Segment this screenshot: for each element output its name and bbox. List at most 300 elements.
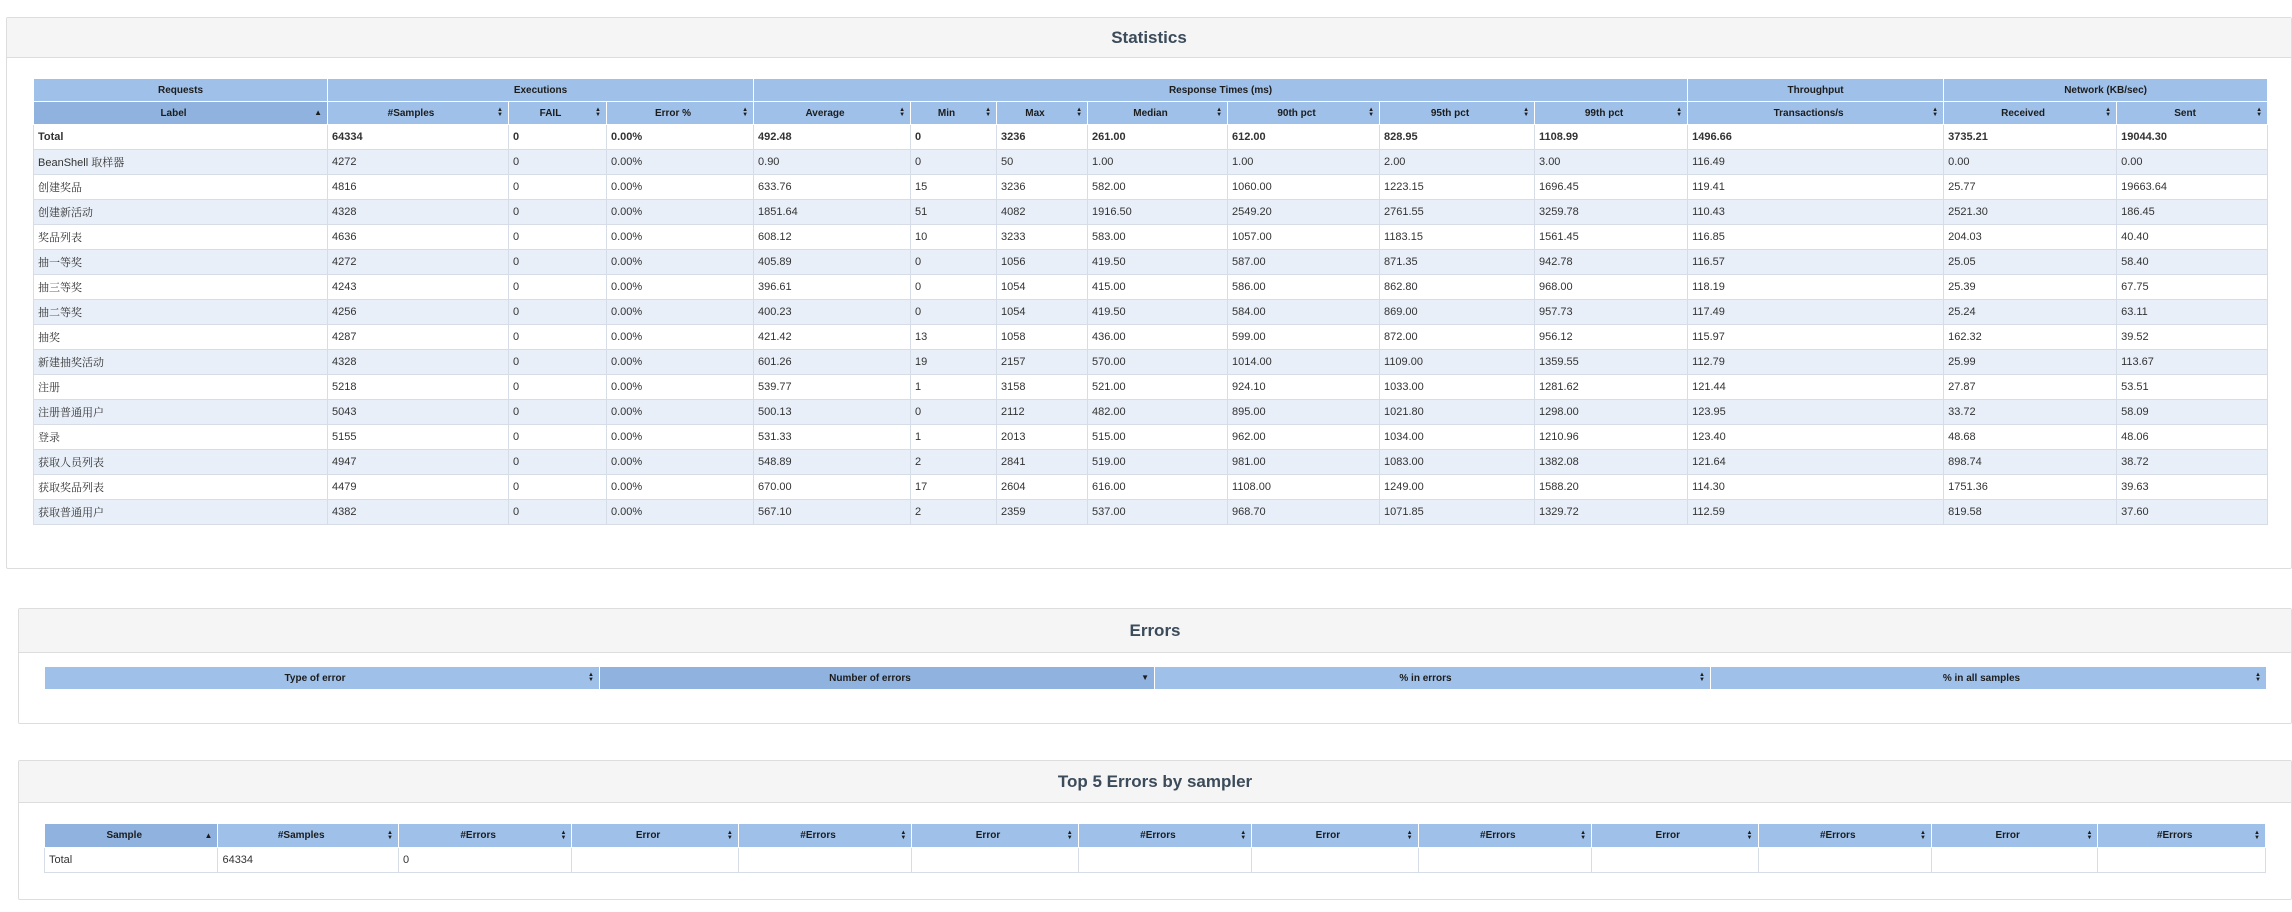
stats-cell-fail: 0	[509, 200, 607, 225]
stats-cell-min: 51	[911, 200, 997, 225]
top5-header-num-errors-2[interactable]	[398, 824, 571, 848]
stats-row	[34, 350, 2268, 375]
stats-cell-99th-pct: 957.73	[1535, 300, 1688, 325]
top5-cell-num-errors	[2098, 848, 2266, 873]
errors-header-number-of-errors-1[interactable]	[600, 667, 1155, 690]
stats-cell-99th-pct: 968.00	[1535, 275, 1688, 300]
stats-cell-min: 0	[911, 300, 997, 325]
stats-cell-num-samples: 5218	[328, 375, 509, 400]
stats-cell-transactions-s: 123.40	[1688, 425, 1944, 450]
stats-cell-fail: 0	[509, 175, 607, 200]
stats-header-median-7[interactable]	[1088, 102, 1228, 125]
stats-cell-95th-pct: 2761.55	[1380, 200, 1535, 225]
stats-cell-average: 670.00	[754, 475, 911, 500]
top5-header-label: #Errors	[1480, 830, 1516, 841]
top5-cell-num-errors	[1078, 848, 1251, 873]
stats-cell-95th-pct: 1183.15	[1380, 225, 1535, 250]
stats-cell-received: 204.03	[1944, 225, 2117, 250]
stats-cell-min: 17	[911, 475, 997, 500]
errors-column-header-row	[45, 667, 2267, 690]
stats-cell-average: 421.42	[754, 325, 911, 350]
stats-cell-sent: 0.00	[2117, 150, 2268, 175]
top5-cell-num-samples: 64334	[218, 848, 398, 873]
stats-cell-95th-pct: 1021.80	[1380, 400, 1535, 425]
stats-cell-error-pct: 0.00%	[607, 300, 754, 325]
stats-cell-transactions-s: 116.85	[1688, 225, 1944, 250]
errors-header-label: % in all samples	[1942, 672, 2021, 684]
stats-cell-95th-pct: 871.35	[1380, 250, 1535, 275]
stats-cell-sent: 63.11	[2117, 300, 2268, 325]
stats-cell-num-samples: 5155	[328, 425, 509, 450]
stats-cell-fail: 0	[509, 425, 607, 450]
stats-cell-num-samples: 5043	[328, 400, 509, 425]
stats-cell-95th-pct: 869.00	[1380, 300, 1535, 325]
stats-cell-transactions-s: 119.41	[1688, 175, 1944, 200]
sort-both-icon: ▲ ▼	[497, 107, 503, 118]
sort-both-icon: ▲ ▼	[2105, 107, 2112, 118]
stats-row	[34, 425, 2268, 450]
top5-header-label: Error	[635, 830, 661, 841]
top5-errors-table	[44, 823, 2266, 873]
errors-panel	[18, 608, 2292, 724]
errors-header-pct-in-errors-2[interactable]	[1155, 667, 1711, 690]
top5-header-label: #Errors	[1819, 830, 1856, 841]
sort-both-icon: ▲ ▼	[985, 107, 992, 118]
stats-header-label: #Samples	[387, 107, 435, 119]
stats-cell-min: 1	[911, 375, 997, 400]
sort-ascending-icon: ▲	[204, 830, 213, 840]
stats-row	[34, 475, 2268, 500]
stats-cell-label: 获取人员列表	[34, 450, 328, 475]
sort-both-icon: ▲ ▼	[1523, 107, 1530, 118]
stats-cell-transactions-s: 117.49	[1688, 300, 1944, 325]
stats-cell-90th-pct: 586.00	[1228, 275, 1380, 300]
top5-cell-error	[572, 848, 738, 873]
stats-header-label: Average	[805, 107, 845, 119]
top5-row	[45, 848, 2266, 873]
stats-cell-error-pct: 0.00%	[607, 250, 754, 275]
statistics-table	[33, 78, 2268, 525]
stats-cell-sent: 39.63	[2117, 475, 2268, 500]
stats-cell-median: 436.00	[1088, 325, 1228, 350]
stats-cell-max: 1054	[997, 300, 1088, 325]
stats-cell-sent: 37.60	[2117, 500, 2268, 525]
stats-header-99th-pct-10[interactable]	[1535, 102, 1688, 125]
stats-cell-sent: 39.52	[2117, 325, 2268, 350]
stats-cell-num-samples: 4328	[328, 350, 509, 375]
sort-both-icon: ▲ ▼	[1920, 829, 1926, 841]
stats-row	[34, 325, 2268, 350]
stats-cell-label: Total	[34, 125, 328, 150]
stats-cell-sent: 40.40	[2117, 225, 2268, 250]
stats-cell-label: 抽二等奖	[34, 300, 328, 325]
stats-cell-transactions-s: 1496.66	[1688, 125, 1944, 150]
stats-cell-99th-pct: 3.00	[1535, 150, 1688, 175]
stats-cell-received: 48.68	[1944, 425, 2117, 450]
stats-cell-transactions-s: 121.64	[1688, 450, 1944, 475]
sort-descending-icon: ▼	[1141, 673, 1149, 682]
stats-cell-label: 注册普通用户	[34, 400, 328, 425]
top5-table-body	[45, 848, 2266, 873]
stats-cell-max: 2841	[997, 450, 1088, 475]
stats-row	[34, 400, 2268, 425]
stats-cell-average: 531.33	[754, 425, 911, 450]
stats-cell-max: 1054	[997, 275, 1088, 300]
stats-cell-min: 0	[911, 400, 997, 425]
errors-header-label: Type of error	[284, 672, 346, 684]
group-header-throughput: Throughput	[1688, 79, 1944, 102]
top5-header-num-errors-12[interactable]	[2098, 824, 2266, 848]
stats-cell-fail: 0	[509, 475, 607, 500]
stats-cell-99th-pct: 956.12	[1535, 325, 1688, 350]
stats-cell-num-samples: 64334	[328, 125, 509, 150]
sort-both-icon: ▲ ▼	[386, 829, 393, 841]
stats-header-label: Transactions/s	[1773, 107, 1844, 119]
statistics-group-header-row	[34, 79, 2268, 102]
stats-cell-median: 261.00	[1088, 125, 1228, 150]
top5-header-label: Error	[1655, 830, 1680, 841]
stats-cell-average: 633.76	[754, 175, 911, 200]
stats-header-label: Received	[2001, 107, 2046, 119]
stats-cell-min: 1	[911, 425, 997, 450]
stats-cell-received: 33.72	[1944, 400, 2117, 425]
stats-cell-received: 25.77	[1944, 175, 2117, 200]
stats-header-num-samples-1[interactable]	[328, 102, 509, 125]
stats-cell-max: 2013	[997, 425, 1088, 450]
stats-cell-num-samples: 4636	[328, 225, 509, 250]
errors-table	[44, 666, 2267, 690]
stats-cell-fail: 0	[509, 225, 607, 250]
stats-cell-90th-pct: 924.10	[1228, 375, 1380, 400]
top5-errors-panel	[18, 760, 2292, 900]
stats-cell-num-samples: 4947	[328, 450, 509, 475]
stats-cell-fail: 0	[509, 400, 607, 425]
stats-cell-99th-pct: 942.78	[1535, 250, 1688, 275]
stats-header-min-5[interactable]	[911, 102, 997, 125]
top5-header-error-11[interactable]	[1931, 824, 2097, 848]
sort-both-icon: ▲ ▼	[588, 672, 594, 683]
stats-cell-99th-pct: 1359.55	[1535, 350, 1688, 375]
stats-cell-sent: 48.06	[2117, 425, 2268, 450]
stats-cell-99th-pct: 1281.62	[1535, 375, 1688, 400]
stats-cell-num-samples: 4287	[328, 325, 509, 350]
stats-cell-num-samples: 4328	[328, 200, 509, 225]
stats-cell-error-pct: 0.00%	[607, 375, 754, 400]
stats-header-error-pct-3[interactable]	[607, 102, 754, 125]
stats-cell-received: 3735.21	[1944, 125, 2117, 150]
stats-cell-median: 419.50	[1088, 300, 1228, 325]
stats-cell-average: 0.90	[754, 150, 911, 175]
stats-cell-min: 2	[911, 450, 997, 475]
stats-cell-sent: 53.51	[2117, 375, 2268, 400]
top5-column-header-row	[45, 824, 2266, 848]
stats-cell-received: 25.24	[1944, 300, 2117, 325]
stats-cell-received: 27.87	[1944, 375, 2117, 400]
stats-cell-sent: 19663.64	[2117, 175, 2268, 200]
stats-cell-min: 2	[911, 500, 997, 525]
stats-cell-sent: 38.72	[2117, 450, 2268, 475]
stats-cell-num-samples: 4272	[328, 150, 509, 175]
statistics-panel	[6, 17, 2292, 569]
stats-cell-90th-pct: 599.00	[1228, 325, 1380, 350]
stats-cell-sent: 113.67	[2117, 350, 2268, 375]
sort-both-icon: ▲ ▼	[2254, 829, 2260, 841]
group-header-requests: Requests	[34, 79, 328, 102]
stats-cell-transactions-s: 121.44	[1688, 375, 1944, 400]
stats-cell-received: 25.99	[1944, 350, 2117, 375]
top5-header-label: Error	[1995, 830, 2020, 841]
stats-cell-num-samples: 4816	[328, 175, 509, 200]
top5-header-num-samples-1[interactable]	[218, 824, 398, 848]
stats-cell-max: 1058	[997, 325, 1088, 350]
stats-cell-90th-pct: 962.00	[1228, 425, 1380, 450]
sort-both-icon: ▲ ▼	[1746, 829, 1753, 841]
top5-header-error-9[interactable]	[1592, 824, 1758, 848]
stats-cell-sent: 58.09	[2117, 400, 2268, 425]
stats-cell-median: 519.00	[1088, 450, 1228, 475]
stats-cell-transactions-s: 114.30	[1688, 475, 1944, 500]
sort-both-icon: ▲ ▼	[595, 107, 601, 118]
stats-cell-fail: 0	[509, 300, 607, 325]
stats-cell-max: 4082	[997, 200, 1088, 225]
stats-cell-max: 1056	[997, 250, 1088, 275]
stats-cell-num-samples: 4382	[328, 500, 509, 525]
stats-cell-median: 419.50	[1088, 250, 1228, 275]
stats-cell-max: 2604	[997, 475, 1088, 500]
stats-cell-min: 0	[911, 250, 997, 275]
stats-cell-average: 400.23	[754, 300, 911, 325]
top5-cell-num-errors: 0	[398, 848, 571, 873]
stats-cell-num-samples: 4272	[328, 250, 509, 275]
stats-cell-average: 548.89	[754, 450, 911, 475]
stats-cell-label: 抽奖	[34, 325, 328, 350]
stats-header-label: Median	[1133, 107, 1168, 119]
stats-cell-average: 539.77	[754, 375, 911, 400]
stats-cell-average: 500.13	[754, 400, 911, 425]
stats-cell-90th-pct: 2549.20	[1228, 200, 1380, 225]
stats-cell-90th-pct: 1060.00	[1228, 175, 1380, 200]
stats-header-average-4[interactable]	[754, 102, 911, 125]
stats-cell-median: 482.00	[1088, 400, 1228, 425]
stats-cell-min: 0	[911, 275, 997, 300]
stats-cell-99th-pct: 1329.72	[1535, 500, 1688, 525]
stats-header-label: Label	[160, 107, 187, 119]
stats-cell-error-pct: 0.00%	[607, 325, 754, 350]
stats-cell-median: 570.00	[1088, 350, 1228, 375]
stats-cell-label: 抽一等奖	[34, 250, 328, 275]
sort-both-icon: ▲ ▼	[2086, 829, 2093, 841]
stats-row	[34, 175, 2268, 200]
top5-header-sample-0[interactable]	[45, 824, 218, 848]
stats-cell-99th-pct: 1588.20	[1535, 475, 1688, 500]
statistics-title: Statistics	[7, 18, 2291, 58]
stats-cell-fail: 0	[509, 125, 607, 150]
stats-cell-median: 537.00	[1088, 500, 1228, 525]
sort-both-icon: ▲ ▼	[1580, 829, 1587, 841]
stats-cell-average: 1851.64	[754, 200, 911, 225]
stats-cell-fail: 0	[509, 150, 607, 175]
stats-cell-error-pct: 0.00%	[607, 475, 754, 500]
stats-cell-max: 3236	[997, 125, 1088, 150]
stats-cell-median: 415.00	[1088, 275, 1228, 300]
stats-cell-median: 583.00	[1088, 225, 1228, 250]
stats-cell-fail: 0	[509, 375, 607, 400]
stats-cell-median: 521.00	[1088, 375, 1228, 400]
top5-header-label: #Errors	[460, 830, 496, 841]
top5-header-label: #Errors	[2156, 830, 2193, 841]
errors-header-pct-in-all-samples-3[interactable]	[1711, 667, 2267, 690]
stats-header-label: Error %	[654, 107, 692, 119]
stats-cell-95th-pct: 828.95	[1380, 125, 1535, 150]
top5-cell-num-errors	[1758, 848, 1931, 873]
stats-header-max-6[interactable]	[997, 102, 1088, 125]
stats-cell-90th-pct: 1108.00	[1228, 475, 1380, 500]
stats-cell-error-pct: 0.00%	[607, 175, 754, 200]
sort-both-icon: ▲ ▼	[2255, 672, 2261, 683]
stats-cell-label: 注册	[34, 375, 328, 400]
sort-both-icon: ▲ ▼	[742, 107, 749, 118]
stats-header-label: 95th pct	[1430, 107, 1470, 119]
stats-cell-95th-pct: 2.00	[1380, 150, 1535, 175]
stats-cell-max: 3236	[997, 175, 1088, 200]
stats-cell-min: 10	[911, 225, 997, 250]
stats-header-label: 99th pct	[1584, 107, 1624, 119]
group-header-network: Network (KB/sec)	[1944, 79, 2268, 102]
stats-cell-90th-pct: 981.00	[1228, 450, 1380, 475]
errors-header-label: % in errors	[1399, 672, 1452, 684]
stats-cell-median: 515.00	[1088, 425, 1228, 450]
top5-header-label: Error	[1315, 830, 1341, 841]
stats-cell-99th-pct: 1561.45	[1535, 225, 1688, 250]
stats-cell-99th-pct: 1696.45	[1535, 175, 1688, 200]
stats-header-label: FAIL	[539, 107, 562, 119]
errors-header-label: Number of errors	[829, 672, 911, 684]
sort-both-icon: ▲ ▼	[1216, 107, 1223, 118]
top5-header-num-errors-10[interactable]	[1758, 824, 1931, 848]
stats-cell-received: 25.05	[1944, 250, 2117, 275]
stats-cell-sent: 67.75	[2117, 275, 2268, 300]
stats-row	[34, 250, 2268, 275]
sort-both-icon: ▲ ▼	[899, 107, 906, 118]
stats-header-label-0[interactable]	[34, 102, 328, 125]
stats-cell-error-pct: 0.00%	[607, 125, 754, 150]
stats-row	[34, 225, 2268, 250]
stats-row	[34, 150, 2268, 175]
stats-cell-min: 15	[911, 175, 997, 200]
top5-header-num-errors-6[interactable]	[1078, 824, 1251, 848]
stats-cell-num-samples: 4256	[328, 300, 509, 325]
stats-cell-average: 396.61	[754, 275, 911, 300]
stats-row	[34, 275, 2268, 300]
stats-cell-error-pct: 0.00%	[607, 150, 754, 175]
stats-cell-average: 601.26	[754, 350, 911, 375]
sort-both-icon: ▲ ▼	[1699, 672, 1705, 683]
sort-both-icon: ▲ ▼	[1406, 829, 1413, 841]
stats-cell-90th-pct: 584.00	[1228, 300, 1380, 325]
top5-header-error-3[interactable]	[572, 824, 738, 848]
stats-cell-95th-pct: 1083.00	[1380, 450, 1535, 475]
stats-cell-label: 登录	[34, 425, 328, 450]
stats-cell-min: 0	[911, 150, 997, 175]
stats-cell-received: 0.00	[1944, 150, 2117, 175]
stats-cell-sent: 19044.30	[2117, 125, 2268, 150]
stats-header-95th-pct-9[interactable]	[1380, 102, 1535, 125]
stats-header-label: 90th pct	[1277, 107, 1316, 119]
stats-cell-95th-pct: 1033.00	[1380, 375, 1535, 400]
sort-both-icon: ▲ ▼	[900, 829, 907, 841]
stats-cell-99th-pct: 1210.96	[1535, 425, 1688, 450]
stats-cell-error-pct: 0.00%	[607, 225, 754, 250]
stats-cell-transactions-s: 115.97	[1688, 325, 1944, 350]
stats-row	[34, 500, 2268, 525]
stats-cell-average: 608.12	[754, 225, 911, 250]
top5-header-label: #Errors	[1140, 830, 1176, 841]
stats-cell-fail: 0	[509, 350, 607, 375]
stats-cell-error-pct: 0.00%	[607, 275, 754, 300]
group-header-executions: Executions	[328, 79, 754, 102]
stats-cell-95th-pct: 872.00	[1380, 325, 1535, 350]
stats-cell-median: 1.00	[1088, 150, 1228, 175]
stats-cell-sent: 186.45	[2117, 200, 2268, 225]
stats-cell-95th-pct: 1071.85	[1380, 500, 1535, 525]
stats-cell-fail: 0	[509, 500, 607, 525]
sort-ascending-icon: ▲	[314, 108, 322, 117]
stats-cell-99th-pct: 1382.08	[1535, 450, 1688, 475]
top5-header-num-errors-4[interactable]	[738, 824, 911, 848]
stats-cell-99th-pct: 3259.78	[1535, 200, 1688, 225]
top5-header-num-errors-8[interactable]	[1418, 824, 1591, 848]
top5-header-label: #Samples	[277, 830, 325, 841]
sort-both-icon: ▲ ▼	[1240, 829, 1247, 841]
stats-header-90th-pct-8[interactable]	[1228, 102, 1380, 125]
stats-header-fail-2[interactable]	[509, 102, 607, 125]
top5-header-error-7[interactable]	[1252, 824, 1418, 848]
stats-cell-error-pct: 0.00%	[607, 500, 754, 525]
stats-cell-received: 898.74	[1944, 450, 2117, 475]
stats-cell-99th-pct: 1108.99	[1535, 125, 1688, 150]
top5-cell-error	[1252, 848, 1418, 873]
stats-cell-label: 获取奖品列表	[34, 475, 328, 500]
stats-cell-label: 获取普通用户	[34, 500, 328, 525]
stats-cell-transactions-s: 110.43	[1688, 200, 1944, 225]
stats-header-received-12[interactable]	[1944, 102, 2117, 125]
stats-cell-fail: 0	[509, 250, 607, 275]
sort-both-icon: ▲ ▼	[1368, 107, 1375, 118]
stats-cell-transactions-s: 112.79	[1688, 350, 1944, 375]
top5-cell-num-errors	[738, 848, 911, 873]
stats-cell-min: 0	[911, 125, 997, 150]
statistics-table-body	[34, 125, 2268, 525]
stats-cell-received: 162.32	[1944, 325, 2117, 350]
stats-header-sent-13[interactable]	[2117, 102, 2268, 125]
stats-cell-min: 19	[911, 350, 997, 375]
top5-header-label: Sample	[106, 830, 143, 841]
errors-title: Errors	[19, 609, 2291, 653]
top5-header-label: Error	[975, 830, 1001, 841]
top5-header-label: #Errors	[800, 830, 836, 841]
stats-row	[34, 300, 2268, 325]
stats-cell-95th-pct: 1223.15	[1380, 175, 1535, 200]
stats-cell-sent: 58.40	[2117, 250, 2268, 275]
stats-header-transactions-s-11[interactable]	[1688, 102, 1944, 125]
stats-cell-error-pct: 0.00%	[607, 425, 754, 450]
stats-cell-90th-pct: 1.00	[1228, 150, 1380, 175]
stats-cell-median: 1916.50	[1088, 200, 1228, 225]
errors-header-type-of-error-0[interactable]	[45, 667, 600, 690]
stats-cell-label: BeanShell 取样器	[34, 150, 328, 175]
top5-header-error-5[interactable]	[912, 824, 1078, 848]
stats-cell-received: 25.39	[1944, 275, 2117, 300]
